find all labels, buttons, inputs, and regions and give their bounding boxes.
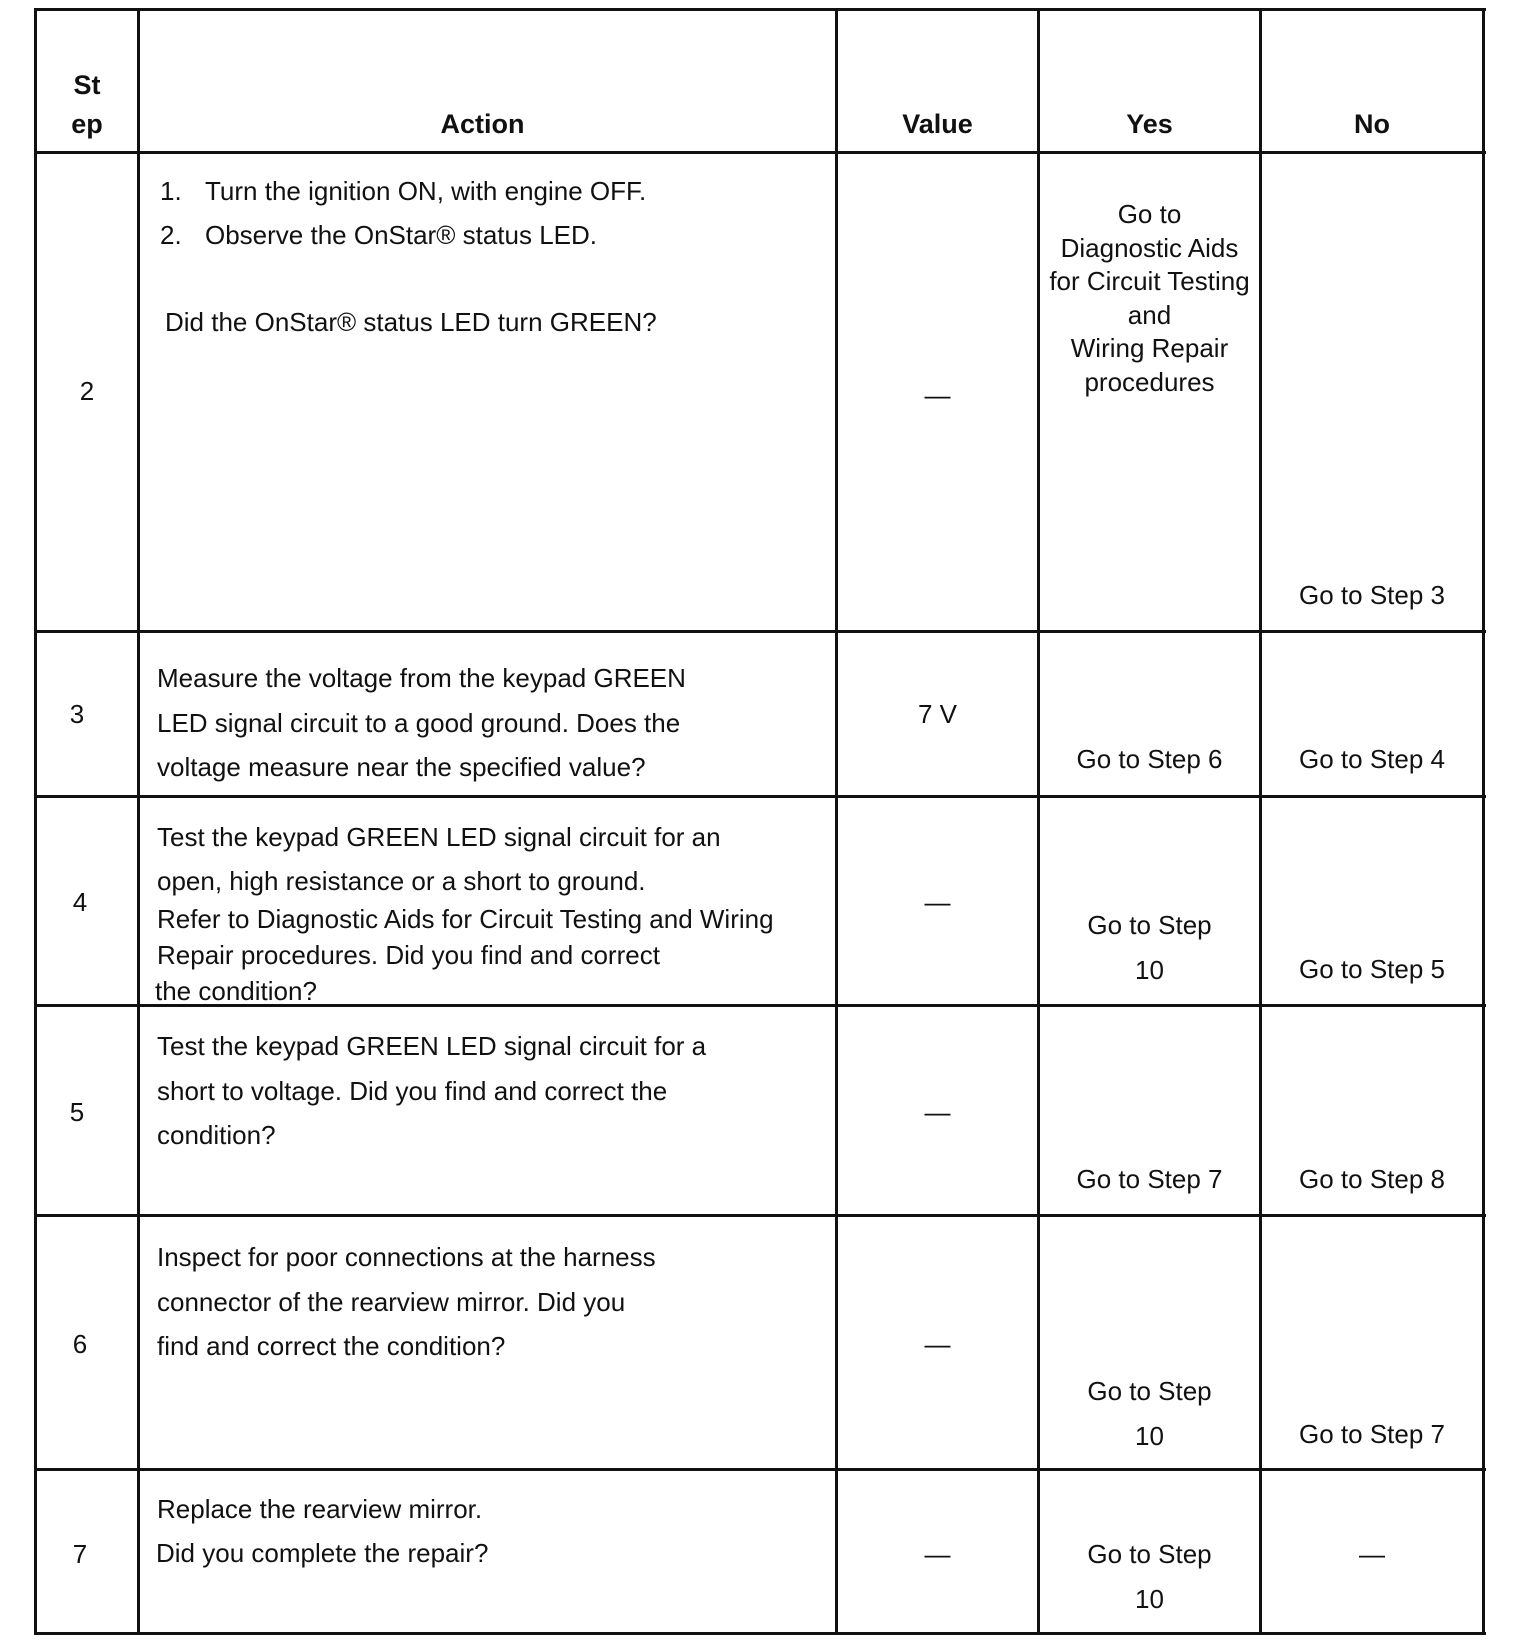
table-border-top <box>34 8 1486 11</box>
no-cell: Go to Step 4 <box>1299 744 1445 774</box>
step-number: 7 <box>72 1539 88 1569</box>
action-cell <box>156 1488 488 1575</box>
step-number: 6 <box>72 1329 88 1359</box>
no-cell: — <box>1359 1539 1385 1569</box>
action-line: LED signal circuit to a good ground. Does the <box>157 707 681 738</box>
step-number: 2 <box>79 376 95 406</box>
yes-line: 10 <box>1135 1583 1164 1614</box>
table-border-bottom <box>34 1632 1486 1635</box>
action-line: connector of the rearview mirror. Did you <box>157 1286 626 1317</box>
action-line: Measure the voltage from the keypad GREEN <box>157 663 686 693</box>
table-border-right <box>1482 8 1485 1635</box>
column-divider <box>137 8 140 1635</box>
column-divider <box>835 8 838 1635</box>
header-action: Action <box>440 109 525 139</box>
action-line: Test the keypad GREEN LED signal circuit for a <box>157 1031 707 1061</box>
yes-line: Go to Step <box>1087 910 1212 940</box>
column-divider <box>1259 8 1262 1635</box>
value-cell: — <box>924 380 951 410</box>
action-line: Repair procedures. Did you find and correct <box>157 940 660 970</box>
table-border-left <box>34 8 37 1635</box>
yes-line: 10 <box>1135 1420 1164 1451</box>
action-line: Test the keypad GREEN LED signal circuit for an <box>157 822 721 852</box>
value-cell: — <box>924 1097 951 1127</box>
yes-line: Wiring Repair <box>1070 333 1229 363</box>
action-cell <box>157 1235 656 1369</box>
row-divider <box>34 1468 1486 1471</box>
yes-cell <box>1040 1369 1259 1458</box>
action-cell <box>157 815 774 1008</box>
action-question: Did the OnStar® status LED turn GREEN? <box>165 307 657 337</box>
yes-line: procedures <box>1084 366 1215 397</box>
action-line: open, high resistance or a short to ground. <box>157 866 646 896</box>
action-line: condition? <box>157 1120 276 1150</box>
row-divider <box>34 795 1486 798</box>
yes-cell: Go to Step 7 <box>1076 1164 1223 1194</box>
header-step-line1: St <box>73 70 101 100</box>
action-cell <box>157 656 686 790</box>
step-number: 5 <box>69 1097 85 1127</box>
action-line: Refer to Diagnostic Aids for Circuit Testing and Wiring <box>157 904 774 934</box>
action-cell <box>157 1024 706 1158</box>
header-bottom-rule <box>34 151 1486 154</box>
header-value: Value <box>902 109 973 139</box>
header-no: No <box>1354 109 1390 139</box>
value-cell: — <box>924 1329 951 1359</box>
value-cell: 7 V <box>917 699 958 729</box>
yes-line: and <box>1127 299 1172 330</box>
value-cell: — <box>924 887 951 917</box>
row-divider <box>34 630 1486 633</box>
action-item-number: 1. <box>160 176 182 206</box>
yes-line: Diagnostic Aids <box>1060 232 1239 263</box>
no-cell: Go to Step 5 <box>1299 954 1445 984</box>
yes-cell: Go to Step 6 <box>1076 744 1223 774</box>
header-yes: Yes <box>1126 109 1173 139</box>
value-cell: — <box>924 1539 951 1569</box>
yes-line: Go to Step <box>1087 1376 1212 1406</box>
action-item-number: 2. <box>160 220 182 250</box>
action-line: voltage measure near the specified value? <box>157 752 646 782</box>
yes-line: Go to Step <box>1087 1539 1212 1569</box>
action-item-text: Observe the OnStar® status LED. <box>205 220 597 250</box>
yes-line: for Circuit Testing <box>1049 266 1250 296</box>
row-divider <box>34 1214 1486 1217</box>
action-line: Inspect for poor connections at the harness <box>157 1242 656 1272</box>
no-cell: Go to Step 3 <box>1299 580 1445 610</box>
action-line: Did you complete the repair? <box>156 1537 489 1568</box>
no-cell: Go to Step 8 <box>1299 1164 1445 1194</box>
action-line: short to voltage. Did you find and correct the <box>157 1075 668 1106</box>
yes-cell <box>1040 198 1259 399</box>
yes-cell <box>1040 903 1259 992</box>
header-step-line2: ep <box>71 109 103 139</box>
action-line: Replace the rearview mirror. <box>157 1494 483 1524</box>
action-item-text: Turn the ignition ON, with engine OFF. <box>205 176 647 206</box>
step-number: 4 <box>72 887 88 917</box>
no-cell: Go to Step 7 <box>1299 1419 1445 1449</box>
yes-line: Go to <box>1117 199 1182 229</box>
yes-line: 10 <box>1135 954 1164 985</box>
action-line: the condition? <box>155 976 317 1006</box>
yes-cell <box>1040 1532 1259 1621</box>
action-line: find and correct the condition? <box>157 1331 506 1361</box>
step-number: 3 <box>69 699 85 729</box>
